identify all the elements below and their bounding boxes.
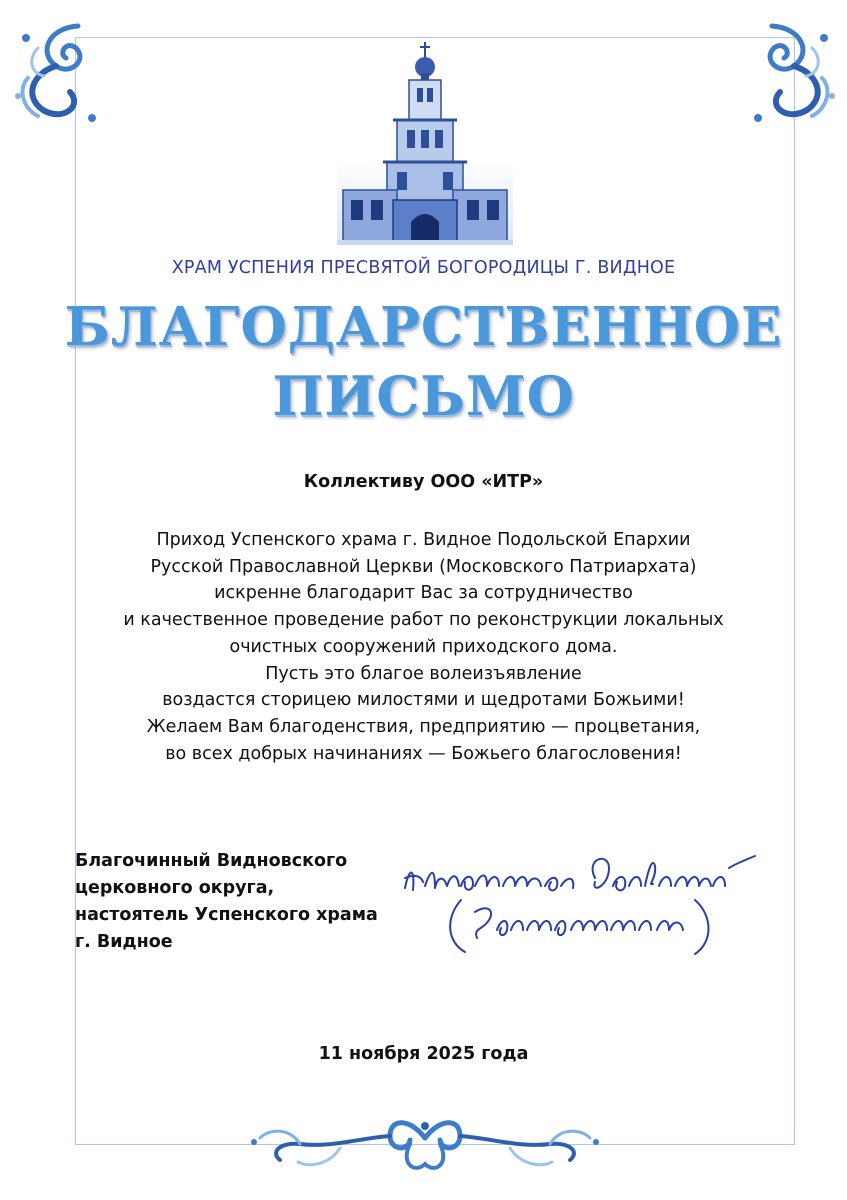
temple-name-header: ХРАМ УСПЕНИЯ ПРЕСВЯТОЙ БОГОРОДИЦЫ Г. ВИДНОЕ: [171, 258, 676, 278]
body-line: во всех добрых начинаниях — Божьего благословения!: [165, 743, 682, 764]
recipient-line: Коллективу ООО «ИТР»: [303, 472, 544, 492]
body-line: и качественное проведение работ по реконструкции локальных: [123, 610, 724, 631]
letter-date: 11 ноября 2025 года: [318, 1044, 529, 1064]
letter-title-line-1: БЛАГОДАРСТВЕННОЕ: [64, 296, 783, 358]
handwritten-signature: [395, 838, 765, 958]
body-line: Приход Успенского храма г. Видное Подольской Епархии: [156, 530, 691, 550]
signer-line: Благочинный Видновского: [75, 851, 348, 871]
bottom-ornament-icon: [240, 1108, 610, 1188]
church-image: [337, 40, 513, 245]
letter-body: [60, 527, 787, 767]
body-line: воздастся сторицею милостями и щедротами Божьими!: [162, 690, 685, 711]
body-line: искренне благодарит Вас за сотрудничество: [214, 583, 633, 604]
signer-block: [75, 848, 378, 956]
corner-ornament-right-icon: [752, 18, 842, 128]
signer-line: церковного округа,: [75, 878, 275, 898]
body-line: Русской Православной Церкви (Московского Патриархата): [150, 556, 697, 577]
signer-line: настоятель Успенского храма: [75, 905, 378, 925]
letter-title-line-2: ПИСЬМО: [272, 364, 575, 428]
body-line: Пусть это благое волеизъявление: [265, 663, 582, 684]
corner-ornament-left-icon: [8, 18, 98, 128]
signer-line: г. Видное: [75, 932, 173, 952]
body-line: очистных сооружений приходского дома.: [229, 636, 618, 657]
body-line: Желаем Вам благоденствия, предприятию — процветания,: [146, 716, 701, 737]
